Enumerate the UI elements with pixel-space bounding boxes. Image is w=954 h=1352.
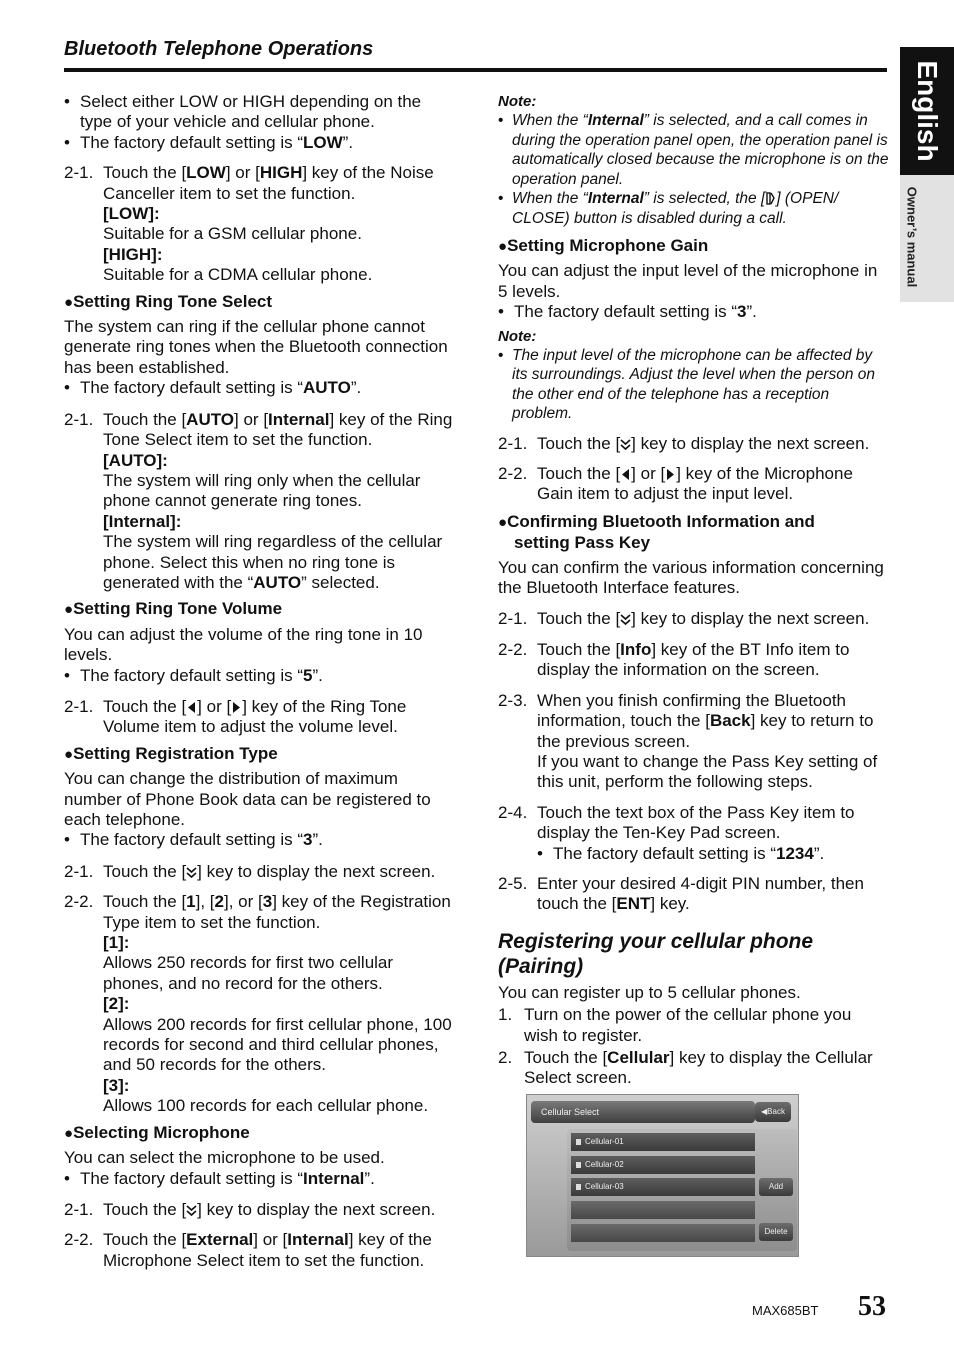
note-label-2: Note: — [498, 327, 537, 345]
internal-label: [Internal]: — [103, 511, 182, 531]
note-3: • The input level of the microphone can be affected by its surroundings. Adjust the level when the person on the other end of the telephone has a reception problem. — [498, 346, 890, 424]
next-screen-icon — [186, 1204, 197, 1217]
gain-default: • The factory default setting is “3”. — [498, 302, 890, 322]
high-desc: Suitable for a CDMA cellular phone. — [103, 265, 373, 285]
add-button[interactable]: Add — [759, 1178, 793, 1196]
right-arrow-icon — [665, 468, 676, 481]
ring-select-default: • The factory default setting is “AUTO”. — [64, 378, 456, 398]
ring-select-step: 2-1. Touch the [AUTO] or [Internal] key of the Ring Tone Select item to set the function. [AUTO]: The system will ring only when the cellular phone cannot generate ring tones. [Internal]: The system will ring regardless of the cellular phone. Select this when no ring tone is generated with the “AUTO” selected. — [64, 410, 456, 594]
r2-desc: Allows 200 records for first cellular phone, 100 records for second and third cellular phones, and 50 records for the others. — [103, 1014, 452, 1075]
cellular-row-empty[interactable] — [571, 1224, 755, 1242]
noise-bullet-2: • The factory default setting is “LOW”. — [64, 133, 456, 153]
side-tab-language-block — [900, 47, 954, 175]
next-screen-icon — [620, 438, 631, 451]
bt-step-2: 2-2. Touch the [Info] key of the BT Info item to display the information on the screen. — [498, 639, 850, 680]
gain-desc: You can adjust the input level of the microphone in 5 levels. — [498, 261, 878, 301]
bt-desc: You can confirm the various information concerning the Bluetooth Interface features. — [498, 557, 884, 598]
header-rule — [64, 68, 887, 72]
pairing-heading: Registering your cellular phone (Pairing) — [498, 929, 814, 978]
model-number: MAX685BT — [752, 1303, 819, 1318]
reg-default: • The factory default setting is “3”. — [64, 830, 456, 850]
ring-volume-desc: You can adjust the volume of the ring tone in 10 levels. — [64, 624, 423, 665]
left-arrow-icon — [620, 468, 631, 481]
note-1: • When the “Internal” is selected, and a call comes in during the operation panel open, the operation panel is automatically closed because the microphone is on the operation panel. — [498, 111, 890, 189]
pair-step-1: 1. Turn on the power of the cellular phone you wish to register. — [498, 1005, 852, 1045]
ring-volume-default: • The factory default setting is “5”. — [64, 666, 456, 686]
page-header-title: Bluetooth Telephone Operations — [64, 38, 374, 60]
mic-step-2: 2-2. Touch the [External] or [Internal] key of the Microphone Select item to set the function. — [64, 1230, 432, 1270]
mic-heading: ●Selecting Microphone — [64, 1122, 250, 1142]
r3-desc: Allows 100 records for each cellular phone. — [103, 1096, 429, 1116]
bt-step-5: 2-5. Enter your desired 4-digit PIN number, then touch the [ENT] key. — [498, 873, 864, 914]
r1-desc: Allows 250 records for first two cellular phones, and no record for the others. — [103, 953, 394, 993]
gain-step-1: 2-1. Touch the [ ] key to display the next screen. — [498, 433, 870, 453]
low-desc: Suitable for a GSM cellular phone. — [103, 224, 362, 244]
ring-select-heading: ●Setting Ring Tone Select — [64, 291, 273, 311]
bt-heading: ●Confirming Bluetooth Information and setting Pass Key — [498, 511, 815, 553]
cellular-row-3[interactable]: Cellular-03 — [571, 1178, 755, 1196]
gain-step-2: 2-2. Touch the [ ] or [ ] key of the Microphone Gain item to adjust the input level. — [498, 464, 853, 504]
bt-step-4: 2-4. Touch the text box of the Pass Key item to display the Ten-Key Pad screen. • The factory default setting is “1234”. — [498, 803, 890, 864]
mic-step-1: 2-1. Touch the [ ] key to display the next screen. — [64, 1199, 436, 1219]
phone-icon — [576, 1184, 581, 1190]
next-screen-icon — [186, 866, 197, 879]
open-close-icon — [765, 192, 776, 205]
phone-icon — [576, 1162, 581, 1168]
ring-volume-heading: ●Setting Ring Tone Volume — [64, 599, 283, 619]
bt-step-3: 2-3. When you finish confirming the Bluetooth information, touch the [Back] key to return to the previous screen. If you want to change the Pass Key setting of this unit, perform the following steps. — [498, 691, 890, 793]
phone-icon — [576, 1139, 581, 1145]
pair-step-2: 2. Touch the [Cellular] key to display the Cellular Select screen. — [498, 1047, 873, 1088]
side-tab-manual: Owner’s manual — [904, 186, 920, 288]
side-tab-language: English — [912, 60, 943, 162]
ring-volume-step: 2-1. Touch the [ ] or [ ] key of the Ring Tone Volume item to adjust the volume level. — [64, 696, 407, 737]
r1-label: [1]: — [103, 933, 130, 953]
next-screen-icon — [620, 613, 631, 626]
high-label: [HIGH]: — [103, 244, 163, 264]
gain-heading: ●Setting Microphone Gain — [498, 236, 709, 255]
pairing-desc: You can register up to 5 cellular phones. — [498, 982, 801, 1002]
cellular-row-1[interactable]: Cellular-01 — [571, 1133, 755, 1151]
cellular-select-screenshot — [526, 1094, 799, 1257]
bt-step-3-extra: If you want to change the Pass Key setting of this unit, perform the following steps. — [537, 751, 878, 792]
noise-step: 2-1. Touch the [LOW] or [HIGH] key of the Noise Canceller item to set the function. [LOW]: Suitable for a GSM cellular phone. [HIGH]: Suitable for a CDMA cellular phone. — [64, 163, 456, 285]
right-arrow-icon — [231, 701, 242, 714]
reg-step-2: 2-2. Touch the [1], [2], or [3] key of the Registration Type item to set the function. [1]: Allows 250 records for first two cellular phones, and no record for the others. [2]: Allows 200 records for first cellular phone, 100 records for second and third cellular phones, and 50 records for the others. [3]: Allows 100 records for each cellular phone. — [64, 892, 456, 1116]
left-column — [64, 92, 456, 1271]
auto-desc: The system will ring only when the cellular phone cannot generate ring tones. — [103, 470, 421, 511]
note-label-1: Note: — [498, 93, 537, 110]
cellular-row-2[interactable]: Cellular-02 — [571, 1156, 755, 1174]
back-button[interactable]: ◀Back — [755, 1102, 791, 1122]
delete-button[interactable]: Delete — [759, 1223, 793, 1241]
cellular-row-empty[interactable] — [571, 1201, 755, 1219]
pass-key-default: • The factory default setting is “1234”. — [537, 844, 890, 864]
reg-heading: ●Setting Registration Type — [64, 743, 278, 763]
noise-bullet-1: • Select either LOW or HIGH depending on the type of your vehicle and cellular phone. — [64, 92, 456, 133]
mic-default: • The factory default setting is “Internal”. — [64, 1169, 456, 1189]
left-arrow-icon — [186, 701, 197, 714]
r3-label: [3]: — [103, 1075, 130, 1095]
cellular-select-title-bar: Cellular Select — [531, 1101, 755, 1123]
reg-desc: You can change the distribution of maximum number of Phone Book data can be registered to each telephone. — [64, 769, 431, 829]
bt-step-1: 2-1. Touch the [ ] key to display the next screen. — [498, 609, 870, 629]
mic-desc: You can select the microphone to be used. — [64, 1148, 385, 1168]
note-2: • When the “Internal” is selected, the [ ] (OPEN/ CLOSE) button is disabled during a call. — [498, 189, 890, 228]
reg-step-1: 2-1. Touch the [ ] key to display the next screen. — [64, 861, 436, 881]
page-number: 53 — [858, 1291, 886, 1322]
internal-desc: The system will ring regardless of the cellular phone. Select this when no ring tone is generated with the “AUTO” selected. — [103, 532, 443, 592]
r2-label: [2]: — [103, 994, 130, 1014]
right-column — [498, 92, 890, 1089]
side-tab — [900, 47, 954, 302]
low-label: [LOW]: — [103, 204, 160, 224]
auto-label: [AUTO]: — [103, 450, 168, 470]
ring-select-desc: The system can ring if the cellular phone cannot generate ring tones when the Bluetooth connection has been established. — [64, 317, 448, 377]
